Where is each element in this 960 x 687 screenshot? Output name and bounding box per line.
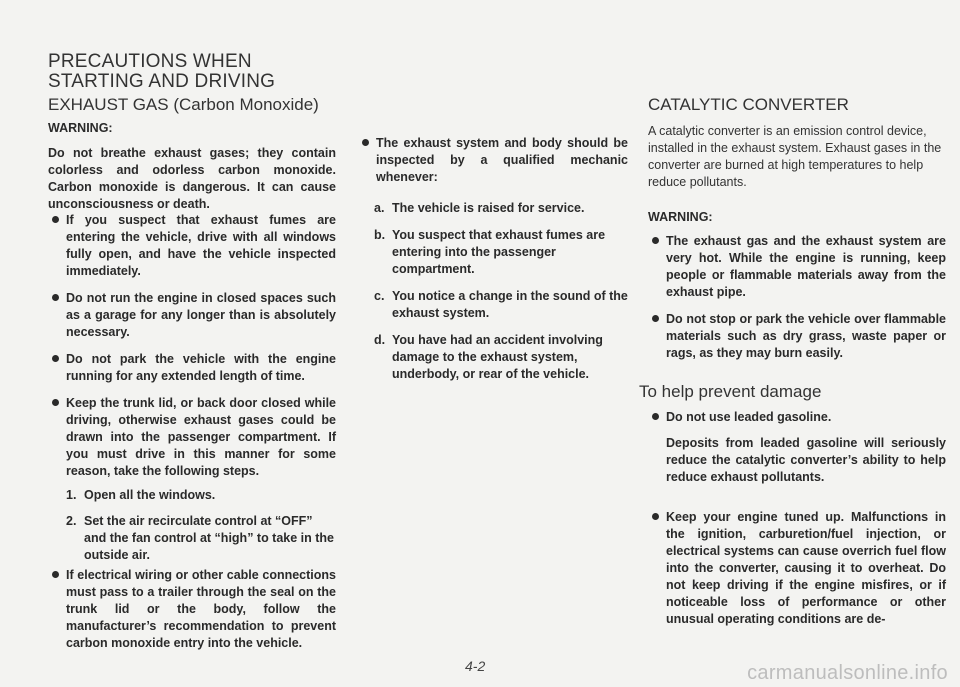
page-title <box>48 52 275 92</box>
bullet-icon <box>52 216 59 223</box>
bullet-text: The exhaust system and body should be inspected by a qualified mechanic whenever: <box>376 136 628 184</box>
item-text: The vehicle is raised for service. <box>392 201 585 215</box>
page-title-line1: PRECAUTIONS WHEN <box>48 51 252 72</box>
step-number: 1. <box>66 488 77 502</box>
bullet-text: If electrical wiring or other cable connections must pass to a trailer through the seal on the trunk lid or the body, follow the manufacturer’s recommendation to prevent carbon monoxide entry into the vehicle. <box>66 568 336 650</box>
exhaust-steps <box>66 487 336 564</box>
list-item <box>374 227 628 278</box>
bullet-text: Do not park the vehicle with the engine running for any extended length of time. <box>66 352 336 383</box>
bullet-text: If you suspect that exhaust fumes are entering the vehicle, drive with all windows fully open, and have the vehicle inspected immediately. <box>66 213 336 278</box>
cable-bullet <box>48 567 336 652</box>
exhaust-warning-intro: Do not breathe exhaust gases; they contain colorless and odorless carbon monoxide. Carbon monoxide is dangerous. It can cause unconsciousness or death. <box>48 146 336 211</box>
item-text: You notice a change in the sound of the exhaust system. <box>392 289 628 320</box>
list-item <box>66 487 336 504</box>
page-number: 4-2 <box>465 658 486 674</box>
list-item <box>374 332 628 383</box>
item-letter: d. <box>374 333 386 347</box>
bullet-text: Keep your engine tuned up. Malfunctions in the ignition, carburetion/fuel injection, or electrical systems can cause overrich fuel flow into the converter, causing it to overheat. Do not keep driving if the engine misfires, or if noticeable loss of performance or other unusual operating conditions are de- <box>666 510 946 626</box>
list-item <box>648 233 946 301</box>
list-item <box>48 351 336 385</box>
bullet-icon <box>52 355 59 362</box>
item-letter: b. <box>374 228 386 242</box>
bullet-icon <box>652 413 659 420</box>
bullet-icon <box>52 399 59 406</box>
list-item <box>48 290 336 341</box>
step-text: Open all the windows. <box>84 488 216 502</box>
list-item <box>48 567 336 652</box>
exhaust-warning-label: WARNING: <box>48 121 113 135</box>
bullet-icon <box>652 315 659 322</box>
item-letter: a. <box>374 201 385 215</box>
list-item <box>358 135 628 186</box>
watermark: carmanualsonline.info <box>747 662 948 684</box>
damage-heading: To help prevent damage <box>639 382 822 401</box>
bullet-text: The exhaust gas and the exhaust system are very hot. While the engine is running, keep people or flammable materials away from the exhaust pipe. <box>666 234 946 299</box>
bullet-icon <box>52 571 59 578</box>
list-item <box>48 212 336 280</box>
damage-bullets-2 <box>648 509 946 628</box>
bullet-text: Do not use leaded gasoline. <box>666 410 832 424</box>
list-item <box>648 509 946 628</box>
exhaust-heading: EXHAUST GAS (Carbon Monoxide) <box>48 95 319 114</box>
exhaust-bullet-list <box>48 212 336 480</box>
inspect-items <box>374 200 628 383</box>
list-item <box>66 513 336 564</box>
list-item <box>648 311 946 362</box>
list-item <box>374 200 628 217</box>
catalytic-heading: CATALYTIC CONVERTER <box>648 95 849 114</box>
step-number: 2. <box>66 514 77 528</box>
catalytic-bullets <box>648 233 946 362</box>
damage-bullets <box>648 409 946 435</box>
damage-bullet1-detail: Deposits from leaded gasoline will seriously reduce the catalytic converter’s ability to help reduce exhaust pollutants. <box>666 436 946 484</box>
bullet-text: Keep the trunk lid, or back door closed while driving, otherwise exhaust gases could be drawn into the passenger compartment. If you must drive in this manner for some reason, take the following steps. <box>66 396 336 478</box>
inspect-bullet <box>358 135 628 186</box>
list-item <box>648 409 946 426</box>
list-item <box>374 288 628 322</box>
item-text: You suspect that exhaust fumes are entering into the passenger compartment. <box>392 228 606 276</box>
list-item <box>48 395 336 480</box>
bullet-icon <box>652 237 659 244</box>
bullet-icon <box>362 139 369 146</box>
item-letter: c. <box>374 289 385 303</box>
catalytic-warning-label: WARNING: <box>648 210 713 224</box>
page-title-line2: STARTING AND DRIVING <box>48 71 276 92</box>
bullet-text: Do not run the engine in closed spaces such as a garage for any longer than is absolutely necessary. <box>66 291 336 339</box>
bullet-icon <box>52 294 59 301</box>
bullet-icon <box>652 513 659 520</box>
item-text: You have had an accident involving damage to the exhaust system, underbody, or rear of the vehicle. <box>392 333 603 381</box>
bullet-text: Do not stop or park the vehicle over flammable materials such as dry grass, waste paper or rags, as they may burn easily. <box>666 312 946 360</box>
catalytic-intro: A catalytic converter is an emission control device, installed in the exhaust system. Exhaust gases in the converter are burned at high temperatures to help reduce pollutants. <box>648 124 942 189</box>
step-text: Set the air recirculate control at “OFF” and the fan control at “high” to take in the outside air. <box>84 514 335 562</box>
